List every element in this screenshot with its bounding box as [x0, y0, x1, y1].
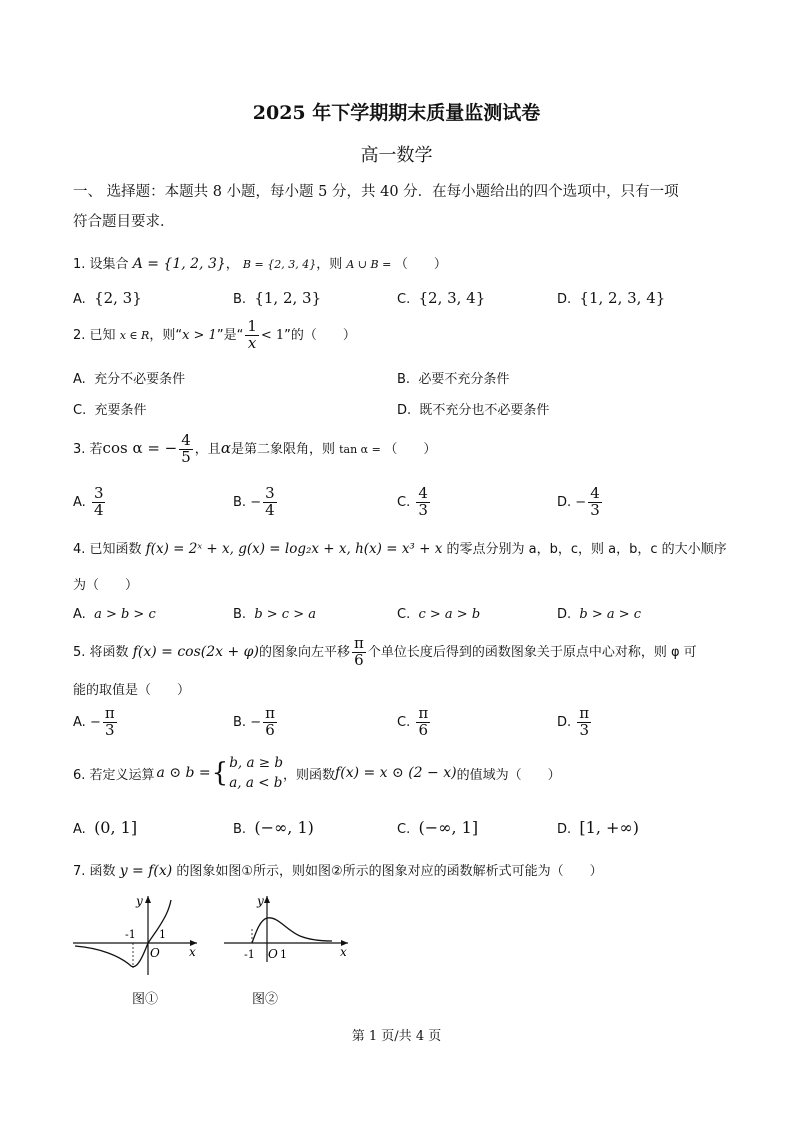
option-text: {2, 3, 4} [418, 289, 486, 307]
denominator: x [247, 333, 257, 352]
x-label: x [189, 945, 196, 959]
option-label: B. [233, 494, 247, 510]
q5-number: 5. 将函数 [73, 644, 129, 660]
option-sign: − [575, 494, 587, 510]
option-text: 充分不必要条件 [94, 372, 186, 387]
q3-option-b[interactable] [233, 486, 279, 519]
option-text: {1, 2, 3} [254, 289, 322, 307]
numerator: 4 [590, 484, 600, 502]
question-3 [73, 433, 436, 466]
q1-tail: ，则 [316, 257, 343, 272]
origin-label: O [150, 946, 160, 960]
tick-1-label: 1 [159, 928, 166, 941]
numerator: π [353, 634, 364, 652]
option-label: B. [233, 714, 247, 730]
q2-tail: ”的（ ） [284, 327, 356, 343]
q2-option-b[interactable] [397, 368, 509, 387]
q6-operator: a ⊙ b = [156, 765, 211, 781]
q4-number: 4. 已知函数 [73, 542, 142, 557]
q4-option-d[interactable] [557, 607, 641, 622]
q4-option-a[interactable] [73, 607, 156, 622]
q2-mid1: ，则“ [149, 327, 183, 343]
option-sign: − [250, 494, 262, 510]
q7-tail: 的图象如图①所示，则如图②所示的图象对应的函数解析式可能为（ ） [176, 864, 603, 879]
q1-expression: A ∪ B = [346, 258, 395, 271]
option-text: (−∞, 1] [418, 818, 479, 837]
q2-expr2: < 1 [260, 327, 285, 343]
q6-mid: ，则函数 [283, 767, 336, 783]
q2-expr1: x > 1 [182, 327, 217, 343]
option-label: A. [73, 822, 86, 837]
option-text: 既不充分也不必要条件 [419, 403, 550, 418]
q2-option-a[interactable] [73, 368, 185, 387]
q2-number: 2. 已知 [73, 327, 116, 343]
q1-separator: ， [225, 257, 239, 272]
exam-subtitle: 高一数学 [360, 145, 433, 166]
curve [252, 918, 332, 943]
option-label: B. [233, 822, 247, 837]
q3-mid: ，且 [194, 441, 221, 457]
q6-tail: 的值域为（ ） [456, 767, 561, 783]
option-text: b > c > a [254, 607, 316, 622]
q1-set-a: A = {1, 2, 3} [132, 256, 226, 272]
option-label: C. [397, 292, 411, 307]
option-fraction [416, 706, 430, 739]
origin-label: O [268, 947, 278, 961]
q1-option-d[interactable] [557, 289, 665, 307]
option-text: 充要条件 [94, 403, 147, 418]
q2-option-d[interactable] [397, 399, 549, 418]
denominator: 3 [590, 500, 600, 519]
option-fraction [103, 706, 117, 739]
option-text: {2, 3} [94, 289, 142, 307]
numerator: π [418, 704, 429, 722]
y-label: y [136, 894, 143, 908]
q6-case2: a, a < b [229, 775, 283, 791]
q5-option-b[interactable] [233, 706, 279, 739]
tick-1-label: 1 [280, 948, 287, 961]
option-text: (−∞, 1) [254, 818, 314, 837]
q6-function: f(x) = x ⊙ (2 − x) [335, 765, 457, 781]
y-axis-arrow [145, 896, 151, 903]
question-6 [73, 753, 561, 793]
y-label: y [257, 894, 264, 908]
denominator: 3 [105, 720, 115, 739]
denominator: 4 [265, 500, 275, 519]
q5-option-d[interactable] [557, 706, 593, 739]
q2-condition: x ∈ R [119, 328, 150, 342]
q6-number: 6. 若定义运算 [73, 767, 155, 783]
option-label: D. [557, 714, 572, 730]
tick-neg1-label: -1 [125, 928, 136, 941]
option-label: C. [397, 494, 411, 510]
page-footer: 第 1 页/共 4 页 [351, 1029, 442, 1044]
option-label: D. [557, 822, 572, 837]
option-fraction [577, 706, 591, 739]
denominator: 4 [93, 500, 104, 519]
denominator: 3 [579, 720, 589, 739]
q5-option-c[interactable] [397, 706, 432, 739]
q7-number: 7. 函数 [73, 864, 116, 879]
section-instructions-line2: 符合题目要求． [73, 214, 175, 230]
q3-lhs: cos α = − [102, 438, 178, 457]
numerator: π [104, 704, 115, 722]
denominator: 6 [265, 720, 275, 739]
numerator: π [579, 704, 590, 722]
option-label: B. [233, 292, 247, 307]
q3-option-d[interactable] [557, 486, 604, 519]
figure-1-caption: 图① [132, 992, 159, 1007]
q5-option-a[interactable] [73, 706, 119, 739]
numerator: 3 [265, 484, 275, 502]
q1-option-a[interactable] [73, 289, 142, 307]
q5-mid: 的图象向左平移 [258, 644, 350, 660]
option-sign: − [250, 714, 262, 730]
option-fraction [588, 486, 602, 519]
q4-line2: 为（ ） [73, 578, 139, 593]
q2-option-c[interactable] [73, 399, 147, 418]
option-label: A. [73, 494, 86, 510]
option-text: 必要不充分条件 [418, 372, 510, 387]
numerator: 3 [93, 484, 104, 502]
q5-function: f(x) = cos(2x + φ) [132, 643, 259, 660]
option-text: a > b > c [94, 607, 156, 622]
q4-option-b[interactable] [233, 607, 316, 622]
q6-case1: b, a ≥ b [229, 755, 284, 771]
denominator: 6 [418, 720, 429, 739]
option-fraction [92, 486, 106, 519]
q6-brace: { [211, 758, 229, 788]
q7-function: y = f(x) [119, 863, 173, 879]
option-label: D. [557, 292, 572, 307]
option-label: D. [397, 403, 412, 418]
q3-alpha: α [220, 438, 231, 457]
tick-neg1-label: -1 [244, 948, 255, 961]
exam-title: 2025 年下学期期末质量监测试卷 [252, 102, 541, 124]
q1-answer-paren: （ ） [394, 257, 447, 272]
option-label: C. [397, 714, 411, 730]
option-sign: − [89, 714, 101, 730]
q5-fraction [352, 636, 366, 669]
q6-option-d[interactable] [557, 818, 639, 837]
option-text: (0, 1] [94, 818, 138, 837]
option-fraction [263, 486, 277, 519]
q7-figure-2 [220, 890, 360, 980]
denominator: 3 [418, 500, 428, 519]
q2-fraction [245, 319, 259, 352]
option-label: A. [73, 372, 86, 387]
option-text: {1, 2, 3, 4} [579, 289, 666, 307]
question-7 [73, 860, 603, 879]
x-label: x [340, 945, 347, 959]
q3-expression: tan α = [339, 442, 385, 456]
option-label: D. [557, 607, 572, 622]
q1-number: 1. 设集合 [73, 257, 129, 272]
q3-fraction [179, 433, 193, 466]
numerator: 4 [181, 431, 191, 449]
q1-option-b[interactable] [233, 289, 321, 307]
question-1 [73, 253, 447, 272]
option-label: C. [397, 822, 411, 837]
numerator: 4 [418, 484, 428, 502]
option-label: A. [73, 714, 86, 730]
numerator: 1 [247, 317, 257, 335]
option-label: C. [397, 607, 411, 622]
y-axis-arrow [264, 896, 270, 903]
option-label: A. [73, 292, 86, 307]
q3-mid2: 是第二象限角，则 [230, 441, 335, 457]
option-label: B. [397, 372, 411, 387]
option-fraction [263, 706, 277, 739]
q1-set-b: B = {2, 3, 4} [242, 258, 317, 271]
option-label: B. [233, 607, 247, 622]
q1-option-c[interactable] [397, 289, 485, 307]
q4-option-c[interactable] [397, 607, 480, 622]
question-5 [73, 636, 697, 669]
q3-number: 3. 若 [73, 441, 103, 457]
q7-figure-1 [65, 890, 205, 980]
q3-answer-paren: （ ） [384, 441, 437, 457]
q3-option-c[interactable] [397, 486, 432, 519]
figure-2-caption: 图② [252, 992, 279, 1007]
q6-option-c[interactable] [397, 818, 478, 837]
q5-line2: 能的取值是（ ） [73, 683, 191, 698]
option-text: [1, +∞) [579, 818, 639, 837]
denominator: 5 [181, 447, 191, 466]
option-text: b > a > c [579, 607, 642, 622]
option-label: D. [557, 494, 572, 510]
option-text: c > a > b [418, 607, 481, 622]
q4-tail: 的零点分别为 a，b，c，则 a，b，c 的大小顺序 [446, 542, 727, 557]
option-label: A. [73, 607, 86, 622]
option-label: C. [73, 403, 87, 418]
q6-cases [229, 753, 283, 793]
q6-option-a[interactable] [73, 818, 137, 837]
numerator: π [265, 704, 275, 722]
q2-mid2: ”是“ [216, 327, 244, 343]
denominator: 6 [354, 650, 364, 669]
q3-option-a[interactable] [73, 486, 107, 519]
q5-tail: 个单位长度后得到的函数图象关于原点中心对称，则 φ 可 [367, 644, 697, 660]
q6-option-b[interactable] [233, 818, 314, 837]
question-4 [73, 538, 727, 557]
section-instructions-line1: 一、 选择题：本题共 8 小题，每小题 5 分，共 40 分．在每小题给出的四个选项中，只有一项 [73, 184, 679, 200]
q4-functions: f(x) = 2ˣ + x, g(x) = log₂x + x, h(x) = x³ + x [145, 541, 443, 557]
question-2 [73, 319, 356, 352]
option-fraction [416, 486, 430, 519]
